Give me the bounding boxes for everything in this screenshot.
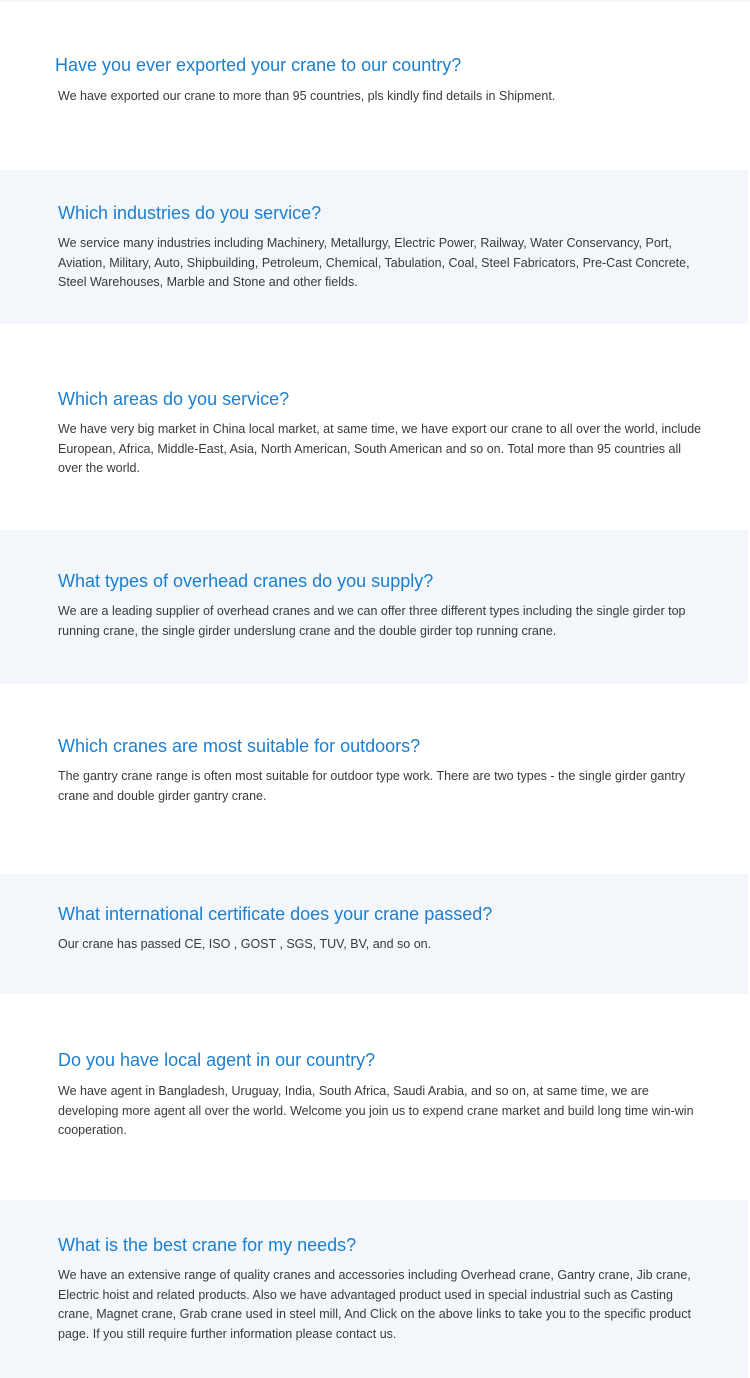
faq-answer: We have agent in Bangladesh, Uruguay, India, South Africa, Saudi Arabia, and so on, at same time, we are developing more agent all over the world. Welcome you join us to expend crane market and build long time win-win cooperation. (58, 1084, 694, 1137)
faq-question: Which industries do you service? (58, 203, 322, 223)
faq-outdoor-cranes (0, 684, 748, 874)
faq-question: Which cranes are most suitable for outdoors? (58, 736, 421, 756)
faq-answer: Our crane has passed CE, ISO , GOST , SGS, TUV, BV, and so on. (58, 937, 432, 951)
faq-exported (0, 0, 748, 170)
faq-answer: We have very big market in China local market, at same time, we have export our crane to all over the world, include European, Africa, Middle-East, Asia, North American, South American and so on. Total more than 95 countries all over the world. (58, 422, 702, 475)
faq-answer: We have exported our crane to more than 95 countries, pls kindly find details in Shipment. (58, 89, 556, 103)
faq-answer: We are a leading supplier of overhead cranes and we can offer three different types including the single girder top running crane, the single girder underslung crane and the double girder top running crane. (58, 604, 686, 638)
faq-best-crane (0, 1200, 748, 1378)
faq-question: Have you ever exported your crane to our country? (55, 55, 462, 75)
faq-answer: The gantry crane range is often most suitable for outdoor type work. There are two types - the single girder gantry crane and double girder gantry crane. (58, 769, 686, 803)
faq-industries (0, 170, 748, 324)
faq-local-agent (0, 994, 748, 1200)
faq-overhead-types (0, 530, 748, 684)
faq-areas (0, 324, 748, 530)
faq-certificates (0, 874, 748, 994)
faq-question: What types of overhead cranes do you supply? (58, 571, 434, 591)
faq-question: Do you have local agent in our country? (58, 1050, 376, 1070)
faq-question: What is the best crane for my needs? (58, 1235, 357, 1255)
faq-answer: We service many industries including Machinery, Metallurgy, Electric Power, Railway, Water Conservancy, Port, Aviation, Military, Auto, Shipbuilding, Petroleum, Chemical, Tabulation, Coal, Steel Fabricators, Pre-Cast Concrete, Steel Warehouses, Marble and Stone and other fields. (58, 236, 690, 289)
faq-question: Which areas do you service? (58, 389, 290, 409)
faq-question: What international certificate does your crane passed? (58, 904, 493, 924)
faq-answer: We have an extensive range of quality cranes and accessories including Overhead crane, Gantry crane, Jib crane, Electric hoist and related products. Also we have advantaged product used in special industrial such as Casting crane, Magnet crane, Grab crane used in steel mill, And Click on the above links to take you to the specific product page. If you still require further information please contact us. (58, 1268, 691, 1341)
